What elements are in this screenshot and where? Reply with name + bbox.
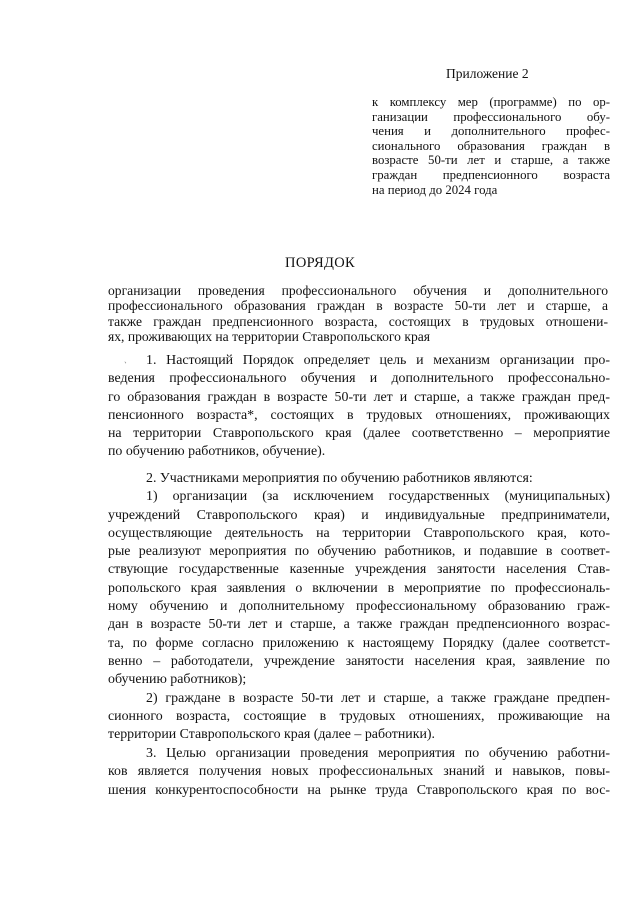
heading-subtitle-line: ях, проживающих на территории Ставропольского края [108, 328, 431, 344]
text-line: сионного возраста, состоящие в трудовых отношениях, проживающие на [108, 708, 610, 724]
text-line: ков является получения новых профессиональных знаний и навыков, повы- [108, 764, 610, 780]
text-line: шения конкурентоспособности на рынке труда Ставропольского края по вос- [108, 782, 610, 798]
text-line: венно – работодатели, учреждение занятости населения края, заявление по [108, 653, 610, 669]
document-heading-subtitle [108, 283, 608, 344]
text-line: 2. Участниками мероприятия по обучению работников являются: [146, 471, 533, 486]
text-line: ному обучению и дополнительному профессиональному образованию граж- [108, 599, 610, 615]
text-line: территории Ставропольского края (далее – работники). [108, 727, 436, 743]
text-line: учреждений Ставропольского края) и индивидуальные предприниматели, [108, 507, 610, 523]
text-line: та, по форме согласно приложению к настоящему Порядку (далее соответст- [108, 635, 610, 651]
text-line: ствующие государственные казенные учреждения занятости населения Став- [108, 562, 610, 578]
heading-subtitle-line: также граждан предпенсионного возраста, состоящих в трудовых отношени- [108, 313, 608, 329]
margin-mark: ㆍ [121, 358, 130, 368]
appendix-title: Приложение 2 [446, 66, 529, 81]
text-line: по обучению работников, обучение). [108, 444, 326, 460]
text-line: ропольского края заявления о включении в мероприятие по профессиональ- [108, 580, 610, 596]
document-heading: ПОРЯДОК [285, 255, 355, 271]
appendix-subtitle-line: граждан предпенсионного возраста [372, 167, 610, 182]
heading-subtitle-line: организации проведения профессионального обучения и дополнительного [108, 283, 608, 298]
appendix-subtitle-line: на период до 2024 года [372, 182, 498, 197]
appendix-subtitle [372, 95, 610, 197]
appendix-subtitle-line: возрасте 50-ти лет и старше, а также [372, 153, 610, 168]
appendix-subtitle-line: чения и дополнительного профес- [372, 124, 610, 139]
text-line: дан в возрасте 50-ти лет и старше, а также граждан предпенсионного возрас- [108, 617, 610, 633]
text-line: обучению работников); [108, 672, 247, 688]
text-line: на территории Ставропольского края (далее соответственно – мероприятие [108, 426, 610, 442]
appendix-subtitle-line: к комплексу мер (программе) по ор- [372, 95, 610, 109]
text-line: 1) организации (за исключением государственных (муниципальных) [146, 489, 610, 505]
text-line: ведения профессионального обучения и дополнительного профессонально- [108, 371, 610, 387]
appendix-subtitle-line: сионального образования граждан в [372, 138, 610, 153]
section-2-paragraph [108, 470, 610, 744]
text-line: осуществляющие деятельность на территории Ставропольского края, кото- [108, 525, 610, 541]
text-line: рые реализуют мероприятия по обучению работников, и подавшие в соответ- [108, 544, 610, 560]
appendix-subtitle-line: ганизации профессионального обу- [372, 109, 610, 124]
text-line: 1. Настоящий Порядок определяет цель и механизм организации про- [146, 353, 610, 368]
text-line: пенсионного возраста*, состоящих в трудовых отношениях, проживающих [108, 407, 610, 423]
text-line: го образования граждан в возрасте 50-ти лет и старше, а также граждан пред- [108, 389, 610, 405]
text-line: 3. Целью организации проведения мероприятия по обучению работни- [146, 746, 610, 761]
section-3-paragraph [108, 745, 610, 800]
text-line: 2) граждане в возрасте 50-ти лет и старше, а также граждане предпен- [146, 690, 610, 706]
section-1-paragraph [108, 352, 610, 462]
heading-subtitle-line: профессионального образования граждан в возрасте 50-ти лет и старше, а [108, 298, 608, 314]
